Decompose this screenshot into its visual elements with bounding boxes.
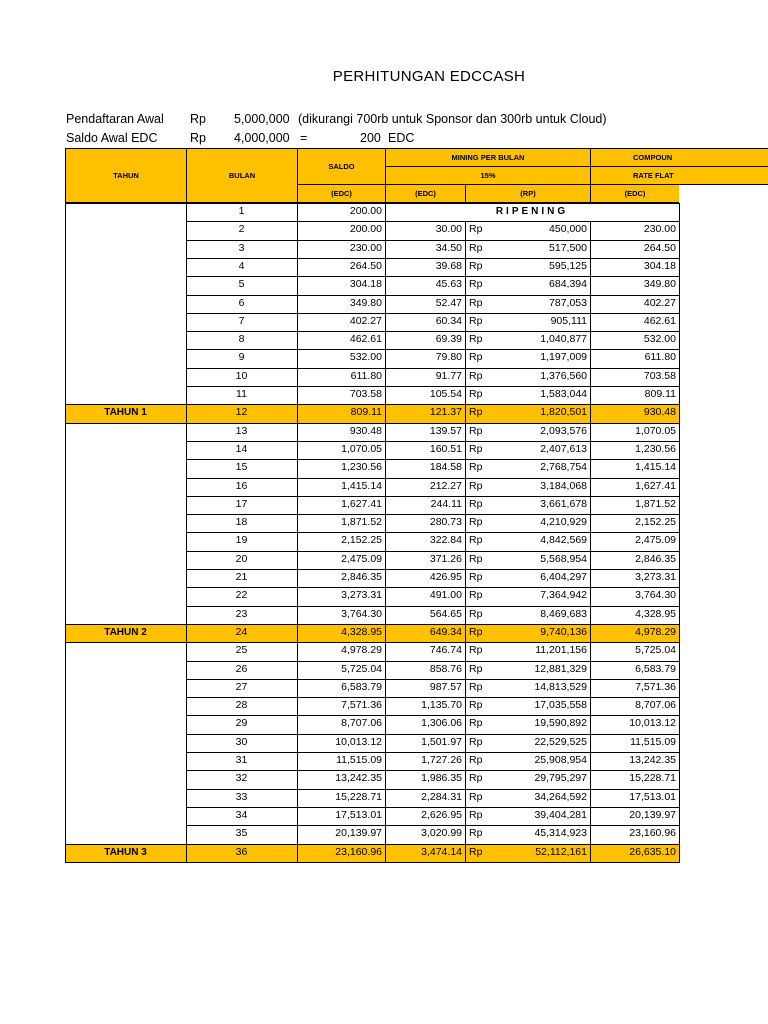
mining-edc-cell: 34.50	[435, 241, 462, 254]
bulan-cell: 22	[235, 589, 248, 602]
row-border	[186, 441, 680, 442]
rp-label: Rp	[469, 479, 483, 492]
row-border	[65, 404, 680, 405]
bulan-cell: 32	[235, 772, 248, 785]
mining-rp-cell: 684,394	[549, 278, 587, 291]
mining-rp-cell: 25,908,954	[534, 754, 587, 766]
row-border	[65, 423, 680, 424]
row-border	[186, 496, 680, 497]
mining-rp-cell: 45,314,923	[534, 827, 587, 840]
bulan-cell: 24	[235, 625, 248, 638]
rp-label: Rp	[469, 223, 483, 236]
row-border	[186, 606, 680, 607]
mining-edc-cell: 1,135.70	[421, 699, 462, 712]
mining-rp-cell: 19,590,892	[534, 717, 587, 730]
rp-label: Rp	[469, 589, 483, 602]
initial-balance-rp: Rp	[190, 131, 206, 145]
bulan-cell: 13	[235, 424, 248, 437]
mining-rp-cell: 905,111	[550, 314, 587, 327]
mining-edc-cell: 371.26	[429, 552, 462, 565]
saldo-cell: 2,475.09	[341, 552, 382, 565]
header-saldo: SALDO	[297, 148, 386, 185]
compound-cell: 10,013.12	[629, 717, 676, 730]
compound-cell: 304.18	[643, 259, 676, 272]
row-border	[186, 734, 680, 735]
ripening-label: RIPENING	[495, 206, 569, 217]
rp-label: Rp	[469, 772, 483, 785]
header-rate-flat: RATE FLAT	[590, 166, 768, 185]
initial-balance-edc-value: 200	[360, 131, 381, 145]
mining-rp-cell: 1,376,560	[540, 369, 587, 382]
mining-rp-cell: 450,000	[549, 223, 587, 236]
rp-label: Rp	[469, 351, 483, 364]
column-border	[297, 203, 298, 862]
bulan-cell: 31	[235, 754, 248, 766]
rp-label: Rp	[469, 424, 483, 437]
initial-balance-amount: 4,000,000	[234, 131, 290, 145]
mining-edc-cell: 3,020.99	[421, 827, 462, 840]
row-border	[186, 276, 680, 277]
initial-balance-label: Saldo Awal EDC	[66, 131, 158, 145]
bulan-cell: 25	[235, 644, 248, 657]
compound-cell: 11,515.09	[630, 735, 676, 748]
bulan-cell: 35	[235, 827, 248, 840]
registration-amount: 5,000,000	[234, 112, 290, 126]
saldo-cell: 23,160.96	[335, 845, 382, 858]
rp-label: Rp	[469, 259, 483, 272]
saldo-cell: 402.27	[349, 314, 382, 327]
saldo-cell: 200.00	[349, 205, 382, 217]
saldo-cell: 2,846.35	[341, 571, 382, 583]
mining-edc-cell: 45.63	[435, 278, 462, 291]
mining-edc-cell: 212.27	[429, 479, 462, 492]
row-border	[186, 349, 680, 350]
year-label: TAHUN 1	[104, 407, 147, 419]
mining-rp-cell: 9,740,136	[540, 625, 587, 638]
saldo-cell: 611.80	[350, 369, 382, 382]
mining-rp-cell: 3,184,068	[540, 479, 587, 492]
compound-cell: 1,415.14	[635, 461, 676, 474]
compound-cell: 703.58	[643, 369, 676, 382]
column-border	[385, 203, 386, 862]
header-tahun: TAHUN	[65, 148, 187, 203]
mining-rp-cell: 29,795,297	[534, 772, 587, 785]
mining-rp-cell: 22,529,525	[534, 735, 587, 748]
row-border	[186, 386, 680, 387]
compound-cell: 3,273.31	[635, 571, 676, 583]
saldo-cell: 20,139.97	[335, 827, 382, 840]
rp-label: Rp	[469, 644, 483, 657]
compound-cell: 4,978.29	[635, 625, 676, 638]
mining-edc-cell: 322.84	[429, 534, 462, 547]
bulan-cell: 9	[238, 351, 245, 364]
mining-rp-cell: 6,404,297	[540, 571, 587, 583]
mining-edc-cell: 30.00	[435, 223, 462, 236]
saldo-cell: 5,725.04	[341, 662, 382, 675]
compound-cell: 13,242.35	[629, 754, 676, 766]
mining-rp-cell: 12,881,329	[534, 662, 587, 675]
registration-note: (dikurangi 700rb untuk Sponsor dan 300rb untuk Cloud)	[298, 112, 607, 126]
bulan-cell: 1	[238, 205, 245, 217]
mining-rp-cell: 1,040,877	[540, 333, 587, 346]
compound-cell: 1,627.41	[635, 479, 676, 492]
saldo-cell: 4,978.29	[341, 644, 382, 657]
header-mining: MINING PER BULAN	[385, 148, 591, 167]
row-border	[186, 368, 680, 369]
mining-edc-cell: 105.54	[429, 388, 462, 400]
header-unit-mining-rp: (RP)	[465, 184, 591, 203]
saldo-cell: 13,242.35	[335, 772, 382, 785]
header-filler	[679, 184, 768, 203]
column-border	[465, 221, 466, 862]
initial-balance-edc-unit: EDC	[388, 131, 415, 145]
mining-edc-cell: 121.37	[429, 406, 462, 419]
saldo-cell: 8,707.06	[341, 717, 382, 730]
saldo-cell: 230.00	[349, 241, 382, 254]
row-border	[186, 514, 680, 515]
saldo-cell: 304.18	[349, 278, 382, 291]
saldo-cell: 6,583.79	[341, 680, 382, 693]
mining-rp-cell: 52,112,161	[535, 845, 587, 858]
rp-label: Rp	[469, 607, 483, 620]
saldo-cell: 809.11	[350, 406, 382, 419]
saldo-cell: 462.61	[349, 333, 382, 346]
mining-edc-cell: 426.95	[429, 571, 462, 583]
mining-edc-cell: 69.39	[435, 333, 462, 346]
saldo-cell: 7,571.36	[341, 699, 382, 712]
row-border	[186, 825, 680, 826]
bulan-cell: 7	[238, 314, 245, 327]
row-border	[65, 844, 680, 845]
mining-edc-cell: 2,284.31	[421, 790, 462, 803]
mining-rp-cell: 2,407,613	[540, 442, 587, 455]
compound-cell: 6,583.79	[635, 662, 676, 675]
initial-balance-equals: =	[300, 131, 308, 145]
compound-cell: 462.61	[643, 314, 676, 327]
column-border	[65, 203, 66, 862]
compound-cell: 532.00	[643, 333, 676, 346]
mining-edc-cell: 91.77	[435, 369, 462, 382]
mining-edc-cell: 491.00	[429, 589, 462, 602]
mining-rp-cell: 8,469,683	[540, 607, 587, 620]
bulan-cell: 18	[235, 516, 248, 529]
compound-cell: 3,764.30	[635, 589, 676, 602]
row-border	[186, 697, 680, 698]
saldo-cell: 2,152.25	[341, 534, 382, 547]
bulan-cell: 17	[235, 497, 248, 510]
mining-edc-cell: 244.11	[430, 497, 462, 510]
mining-edc-cell: 858.76	[429, 662, 462, 675]
saldo-cell: 17,513.01	[335, 808, 382, 821]
mining-edc-cell: 1,727.26	[421, 754, 462, 766]
row-border	[186, 258, 680, 259]
column-border	[186, 203, 187, 862]
bulan-cell: 34	[235, 808, 248, 821]
saldo-cell: 1,070.05	[341, 442, 382, 455]
bulan-cell: 14	[235, 442, 248, 455]
compound-cell: 4,328.95	[635, 607, 676, 620]
compound-cell: 611.80	[644, 351, 676, 364]
row-border	[186, 807, 680, 808]
header-mining-percent: 15%	[385, 166, 591, 185]
saldo-cell: 4,328.95	[341, 625, 382, 638]
compound-cell: 20,139.97	[629, 808, 676, 821]
compound-cell: 8,707.06	[635, 699, 676, 712]
mining-edc-cell: 2,626.95	[421, 808, 462, 821]
mining-edc-cell: 160.51	[429, 442, 462, 455]
row-border	[186, 331, 680, 332]
saldo-cell: 1,415.14	[341, 479, 382, 492]
compound-cell: 23,160.96	[629, 827, 676, 840]
rp-label: Rp	[469, 241, 483, 254]
saldo-cell: 703.58	[349, 388, 382, 400]
rp-label: Rp	[469, 516, 483, 529]
mining-edc-cell: 184.58	[429, 461, 462, 474]
rp-label: Rp	[469, 625, 483, 638]
bulan-cell: 28	[235, 699, 248, 712]
mining-rp-cell: 39,404,281	[534, 808, 587, 821]
mining-edc-cell: 39.68	[435, 259, 462, 272]
bulan-cell: 15	[235, 461, 248, 474]
column-border	[679, 203, 680, 862]
saldo-cell: 15,228.71	[335, 790, 382, 803]
rp-label: Rp	[469, 754, 483, 766]
bulan-cell: 36	[235, 845, 248, 858]
mining-rp-cell: 1,583,044	[540, 388, 587, 400]
compound-cell: 402.27	[643, 296, 676, 309]
rp-label: Rp	[469, 497, 483, 510]
row-border	[186, 532, 680, 533]
row-border	[186, 313, 680, 314]
rp-label: Rp	[469, 406, 483, 419]
year-label: TAHUN 3	[104, 846, 147, 858]
row-border	[186, 459, 680, 460]
compound-cell: 2,475.09	[635, 534, 676, 547]
mining-edc-cell: 79.80	[435, 351, 462, 364]
page-title: PERHITUNGAN EDCCASH	[332, 68, 526, 85]
compound-cell: 7,571.36	[635, 680, 676, 693]
rp-label: Rp	[469, 717, 483, 730]
bulan-cell: 8	[238, 333, 245, 346]
rp-label: Rp	[469, 314, 483, 327]
bulan-cell: 33	[235, 790, 248, 803]
row-border	[186, 551, 680, 552]
row-border	[186, 679, 680, 680]
rp-label: Rp	[469, 442, 483, 455]
mining-rp-cell: 5,568,954	[540, 552, 587, 565]
compound-cell: 264.50	[643, 241, 676, 254]
mining-rp-cell: 3,661,678	[540, 497, 587, 510]
row-border	[65, 642, 680, 643]
rp-label: Rp	[469, 808, 483, 821]
bulan-cell: 23	[235, 607, 248, 620]
bulan-cell: 4	[238, 259, 245, 272]
saldo-cell: 349.80	[349, 296, 382, 309]
saldo-cell: 532.00	[349, 351, 382, 364]
bulan-cell: 16	[235, 479, 248, 492]
column-border	[590, 221, 591, 862]
saldo-cell: 11,515.09	[336, 754, 382, 766]
rp-label: Rp	[469, 662, 483, 675]
rp-label: Rp	[469, 735, 483, 748]
bulan-cell: 11	[236, 388, 247, 400]
header-unit-mining-edc: (EDC)	[385, 184, 466, 203]
bulan-cell: 3	[238, 241, 245, 254]
rp-label: Rp	[469, 680, 483, 693]
saldo-cell: 200.00	[349, 223, 382, 236]
rp-label: Rp	[469, 845, 483, 858]
bulan-cell: 26	[235, 662, 248, 675]
mining-edc-cell: 60.34	[435, 314, 462, 327]
bulan-cell: 29	[235, 717, 248, 730]
bulan-cell: 20	[235, 552, 248, 565]
mining-edc-cell: 1,306.06	[421, 717, 462, 730]
saldo-cell: 3,273.31	[341, 589, 382, 602]
mining-rp-cell: 787,053	[549, 296, 587, 309]
mining-edc-cell: 139.57	[429, 424, 462, 437]
compound-cell: 349.80	[643, 278, 676, 291]
row-border	[186, 715, 680, 716]
mining-rp-cell: 2,768,754	[540, 461, 587, 474]
row-border	[186, 770, 680, 771]
mining-edc-cell: 1,501.97	[421, 735, 462, 748]
bulan-cell: 27	[235, 680, 248, 693]
rp-label: Rp	[469, 827, 483, 840]
compound-cell: 5,725.04	[635, 644, 676, 657]
saldo-cell: 1,627.41	[341, 497, 382, 510]
row-border	[186, 221, 680, 222]
saldo-cell: 1,230.56	[341, 461, 382, 474]
compound-cell: 2,152.25	[635, 516, 676, 529]
bulan-cell: 21	[235, 571, 248, 583]
compound-cell: 230.00	[643, 223, 676, 236]
saldo-cell: 3,764.30	[341, 607, 382, 620]
mining-rp-cell: 4,210,929	[540, 516, 587, 529]
row-border	[186, 478, 680, 479]
compound-cell: 2,846.35	[635, 552, 676, 565]
mining-rp-cell: 14,813,529	[534, 680, 587, 693]
mining-edc-cell: 52.47	[435, 296, 462, 309]
row-border	[186, 240, 680, 241]
mining-edc-cell: 746.74	[429, 644, 462, 657]
compound-cell: 15,228.71	[629, 772, 676, 785]
saldo-cell: 1,871.52	[341, 516, 382, 529]
mining-edc-cell: 3,474.14	[421, 845, 462, 858]
mining-edc-cell: 564.65	[429, 607, 462, 620]
mining-rp-cell: 17,035,558	[534, 699, 587, 712]
bulan-cell: 19	[235, 534, 248, 547]
compound-cell: 17,513.01	[629, 790, 676, 803]
row-border	[65, 624, 680, 625]
rp-label: Rp	[469, 333, 483, 346]
compound-cell: 930.48	[643, 406, 676, 419]
mining-rp-cell: 2,093,576	[540, 424, 587, 437]
rp-label: Rp	[469, 278, 483, 291]
mining-rp-cell: 34,264,592	[534, 790, 587, 803]
rp-label: Rp	[469, 296, 483, 309]
header-bulan: BULAN	[186, 148, 298, 203]
compound-cell: 1,230.56	[635, 442, 676, 455]
mining-edc-cell: 1,986.35	[421, 772, 462, 785]
bulan-cell: 2	[238, 223, 245, 236]
mining-edc-cell: 987.57	[429, 680, 462, 693]
rp-label: Rp	[469, 552, 483, 565]
compound-cell: 1,871.52	[635, 497, 676, 510]
rp-label: Rp	[469, 461, 483, 474]
row-border	[65, 862, 680, 863]
rp-label: Rp	[469, 571, 483, 583]
compound-cell: 1,070.05	[635, 424, 676, 437]
row-border	[186, 752, 680, 753]
bulan-cell: 12	[235, 406, 248, 419]
header-unit-saldo: (EDC)	[297, 184, 386, 203]
row-border	[186, 295, 680, 296]
saldo-cell: 10,013.12	[335, 735, 382, 748]
rp-label: Rp	[469, 369, 483, 382]
bulan-cell: 30	[235, 735, 248, 748]
year-label: TAHUN 2	[104, 626, 147, 638]
bulan-cell: 10	[235, 369, 248, 382]
mining-edc-cell: 280.73	[429, 516, 462, 529]
header-compound: COMPOUN	[590, 148, 768, 167]
row-border	[186, 789, 680, 790]
mining-rp-cell: 1,197,009	[540, 351, 587, 364]
row-border	[65, 203, 680, 204]
row-border	[186, 661, 680, 662]
mining-rp-cell: 7,364,942	[540, 589, 587, 602]
mining-rp-cell: 517,500	[549, 241, 587, 254]
registration-rp: Rp	[190, 112, 206, 126]
row-border	[186, 587, 680, 588]
mining-rp-cell: 11,201,156	[535, 644, 587, 657]
rp-label: Rp	[469, 790, 483, 803]
bulan-cell: 6	[238, 296, 245, 309]
compound-cell: 26,635.10	[629, 845, 676, 858]
rp-label: Rp	[469, 699, 483, 712]
compound-cell: 809.11	[644, 388, 676, 400]
bulan-cell: 5	[238, 278, 245, 291]
rp-label: Rp	[469, 534, 483, 547]
header-unit-compound: (EDC)	[590, 184, 680, 203]
row-border	[186, 569, 680, 570]
mining-rp-cell: 595,125	[549, 259, 587, 272]
saldo-cell: 930.48	[349, 424, 382, 437]
registration-label: Pendaftaran Awal	[66, 112, 164, 126]
mining-edc-cell: 649.34	[429, 625, 462, 638]
rp-label: Rp	[469, 388, 483, 400]
saldo-cell: 264.50	[349, 259, 382, 272]
mining-rp-cell: 1,820,501	[540, 406, 587, 419]
mining-rp-cell: 4,842,569	[540, 534, 587, 547]
